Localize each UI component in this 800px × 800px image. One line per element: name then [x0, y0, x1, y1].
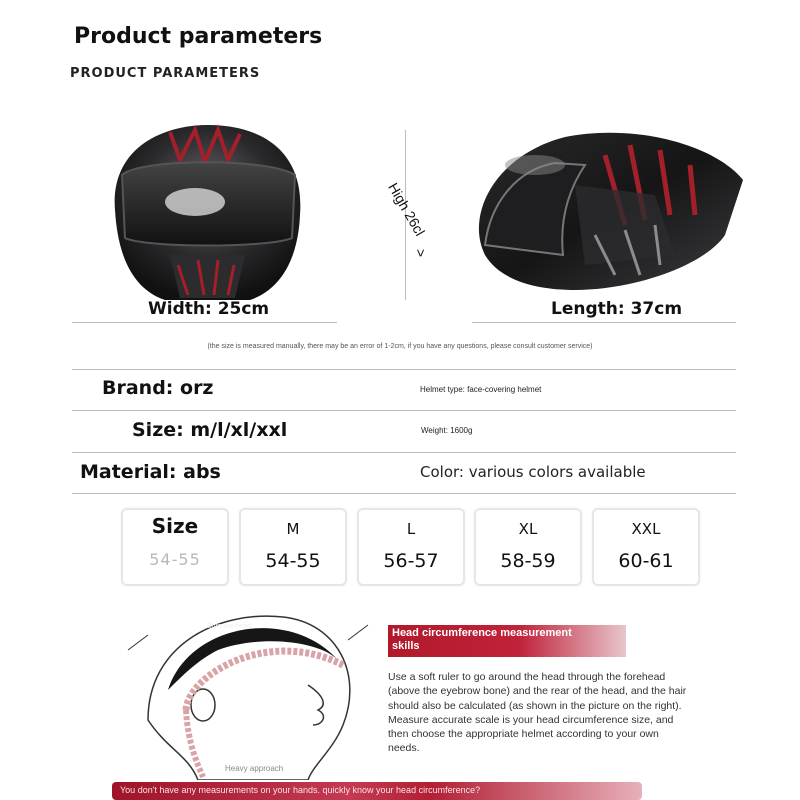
- size-label: XL: [518, 520, 538, 538]
- size-header-value: 54-55: [149, 550, 201, 569]
- divider: [72, 410, 736, 411]
- size-value: 56-57: [383, 550, 439, 572]
- measurement-instructions: Use a soft ruler to go around the head through the forehead (above the eyebrow bone) and the rear of the head, and the hair should also be calculated (as shown in the picture on the right). Measure accurate scale is your head circumference size, and then choose the appropriate helmet according to your own needs.: [388, 671, 687, 755]
- height-arrow: >: [413, 248, 430, 258]
- brand-spec: Brand: orz: [102, 377, 214, 399]
- size-header-label: Size: [151, 514, 199, 538]
- page-subtitle: PRODUCT PARAMETERS: [70, 66, 261, 81]
- length-label: Length: 37cm: [551, 299, 683, 319]
- measurement-title: Head circumference measurement skills: [392, 627, 572, 652]
- helmet-side-image: [455, 125, 755, 300]
- divider: [72, 452, 736, 453]
- width-label: Width: 25cm: [148, 299, 270, 319]
- diagram-top-label: Burn the head: [207, 623, 251, 630]
- helmet-type-spec: Helmet type: face-covering helmet: [420, 385, 542, 394]
- size-label: L: [406, 520, 416, 538]
- color-spec: Color: various colors available: [420, 463, 646, 481]
- size-value: 54-55: [265, 550, 321, 572]
- weight-spec: Weight: 1600g: [421, 426, 473, 435]
- measurement-note: (the size is measured manually, there may be an error of 1-2cm, if you have any questions, please consult customer service): [207, 343, 593, 350]
- divider: [72, 493, 736, 494]
- divider: [72, 322, 337, 323]
- size-spec: Size: m/l/xl/xxl: [132, 419, 288, 441]
- size-label: XXL: [631, 520, 661, 538]
- helmet-front-image: [100, 120, 315, 305]
- size-value: 58-59: [500, 550, 556, 572]
- divider: [472, 322, 736, 323]
- material-spec: Material: abs: [80, 461, 221, 483]
- size-card-xl: [474, 508, 582, 586]
- measurement-title-banner: [388, 625, 626, 657]
- size-label: M: [286, 520, 300, 538]
- size-value: 60-61: [618, 550, 674, 572]
- diagram-bottom-label: Heavy approach: [225, 764, 284, 773]
- size-card-xxl: [592, 508, 700, 586]
- bottom-banner-text: You don't have any measurements on your hands. quickly know your head circumference?: [120, 785, 481, 795]
- size-card-m: [239, 508, 347, 586]
- head-measurement-diagram: [108, 605, 378, 780]
- bottom-banner: [112, 782, 642, 800]
- height-annotation: High 26cl: [385, 180, 429, 239]
- size-header-card: [121, 508, 229, 586]
- size-card-l: [357, 508, 465, 586]
- page-title: Product parameters: [74, 24, 323, 49]
- divider: [72, 369, 736, 370]
